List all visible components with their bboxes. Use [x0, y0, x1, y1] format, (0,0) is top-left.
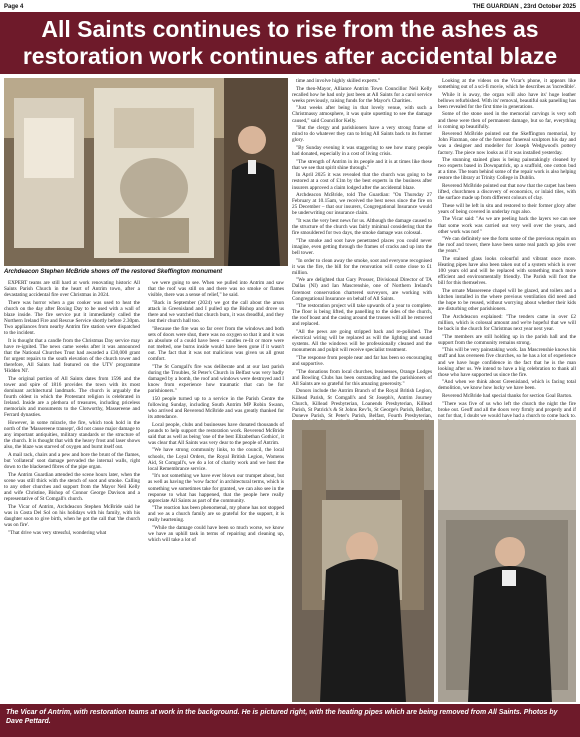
publication-line: THE GUARDIAN , 23rd October 2025	[472, 4, 576, 10]
page-number: Page 4	[4, 4, 24, 10]
paragraph: "There was five of us who left the church the night the fire broke out. Geoff and all the doors very firmly and properly and if not for that, I doubt we would have had a church to come back to.	[438, 400, 576, 419]
paragraph: There was horror when a gas cooker was used to heat the church on the day after Boxing Day to be used with a wall of blaze inside. The fire service put it immediately called the Northern Ireland Fire and Rescue Service shortly before 2.30pm. Two appliances from nearby Antrim fire station were dispatched to the incident.	[4, 299, 140, 337]
paragraph: "That drive was very stressful, wondering what	[8, 529, 107, 536]
paragraph: "Back in September (2024) we got the call about the arson attack in Greenisland and I pulled up the Bishop and drove us there and we watched that church burn, it was dreadful, and they lost their church hall too.	[148, 299, 284, 325]
paragraph: "Because the fire was so far over from the windows and both sets of doors were shut, there was no oxygen so that it and it was an absolute of a could have been – candles re-lit or more were not melted, one burns inside would have been gone if it wasn't out. The fact that it was not malicious was given us all great comfort.	[148, 325, 284, 363]
paragraph: "And when we think about Greenisland, which is facing total demolition, we know how lucky we have been.	[438, 379, 576, 392]
paragraph: The stained glass looks colourful and vibrant once more. Heating pipes have also been taken out of a system which is over 100 years old and will be replaced with something much more efficient and environmentally friendly. The Parish will foot the bill for this themselves.	[438, 256, 576, 287]
paragraph: "The response from people near and far has been so encouraging and supportive.	[292, 354, 432, 368]
article-column-2	[148, 280, 284, 700]
paragraph: The Vicar of Antrim, Archdeacon Stephen McBride said he was in Costa Del Sol on his holidays with his family, with his daughter soon to give birth, when he got the call that 'the church was on fire'.	[4, 503, 140, 529]
paragraph: "We can definitely see the form some of the previous repairs on the roof and tower, there have been some real patch up jobs over the years."	[438, 236, 576, 255]
paragraph: "By Sunday evening it was staggering to see how many people had donated, especially in a cost of living crisis.	[292, 144, 432, 158]
article-column-3	[292, 78, 432, 419]
paragraph: "But the clergy and parishioners have a very strong frame of mind to do whatever they can to bring All Saints back to its former glory.	[292, 125, 432, 144]
headline: All Saints continues to rise from the ashes as restoration work continues after accidental blaze	[0, 12, 580, 74]
paragraph: The original portion of All Saints dates from 1596 and the tower and spire of 1816 provides the town with its most dominant architectural landmark. The church is arguably the fourth oldest in which the Protestant religion is celebrated in Ireland. Inside are a plethora of treasures, including priceless memorials and monuments to the Clotworthy, Massereene and Ferrard dynasties.	[4, 375, 140, 419]
paragraph: The Antrim Guardian attended the scene hours later, when the scene was still thick with the stench of soot and smoke. Calling to any other churches and support from the Mayor Neil Kelly and wife Christine, Bishop of Connor George Davison and a representative of St Comgall's church.	[4, 471, 140, 503]
paragraph: Reverend McBride pointed out that now that the carpet has been lifted, churchmen a discovery of economics, or inlaid tiles, with the surface made up from different colours of clay.	[438, 183, 576, 202]
paragraph: A mail rack, chairs and a pew and bore the brunt of the flames, but 'collateral' soot damage pervaded the internal walls, right down to the blackened fibres of the pipe organ.	[4, 452, 140, 471]
paragraph: "The members are still holding up in the parish hall and the support from the community remains strong.	[438, 333, 576, 346]
page-header	[0, 0, 580, 12]
paragraph: These will be left in situ and restored to their former glory after years of being covered in underlay rugs also.	[438, 202, 576, 215]
paragraph: time and involve highly skilled experts."	[296, 78, 381, 84]
paragraph: However, in some miracle, the fire, which took hold in the north of the 'Massereene transept', did not cause major damage to any important antiquities, military standards or the structure of the church. It is thought that with the heavy frost and laser shows also, the blaze was starved of oxygen and burnt itself out.	[4, 420, 140, 451]
paragraph: Local people, clubs and businesses have donated thousands of pounds to help support the restoration work. Reverend McBride said that as well as being 'one of the best Elizabethan Gothics', it was clear that All Saints was very dear to the people of Antrim.	[148, 421, 284, 446]
top-photo-image	[4, 78, 288, 266]
paragraph: "We have strong community links, to the council, the local schools, the Loyal Orders, the Royal British Legion, Womens Aid, St Comgall's, we do a lot of charity work and we host the local Remembrance service.	[148, 447, 284, 472]
paragraph: The Vicar said: "As we are peeling back the layers we can see that some work was carried out very well over the years, and other work was not!"	[438, 216, 576, 235]
paragraph: "It was the very best news for us. Although the damage caused to the structure of the church was fairly minimal considering that the fire smouldered for two days, the smoke damage was colossal.	[292, 217, 432, 237]
paragraph: The ornate Massereene chapel will be glazed, and toilets and a kitchen installed in the where previous ventilation did need and the hope to be reused, without worrying about whether their kids are disturbing other parishioners.	[438, 288, 576, 313]
paragraph: "It's not something we have ever blown our trumpet about, but as well as having the 'wow factor' in architectural terms, which is something we sometimes take for granted, we can also see in the response to what has happened, that the people here really appreciate All Saints as part of the community.	[148, 473, 284, 504]
paragraph: Some of the stone used in the memorial carvings is very soft and these were then of permanent damage, but so far, everything is coming up beautifully.	[438, 111, 576, 130]
paragraph: Donors include the Antrim Branch of the Royal British Legion, Killead Parish, St Comgall's and St Joseph's, Antrim Journey Church, Killead Presbyterian, Loanends Presbyterian, Killead Parish, St Patrick's & St Johns Rev'ls, St George's Parish, Belfast, Doneve Parish, St Peter's Parish, Belfast, Fourth Presbyterian,	[292, 388, 432, 419]
paragraph: The stunning stained glass is being painstakingly cleaned by two experts based in Downpatrick, up a scaffold, one cotton bud at a time. The team behind some of the repair work is also helping restore the library at Trinity College in Dublin.	[438, 157, 576, 182]
paragraph: "Just weeks after being in that lovely venue, with such a Christmassy atmosphere, it was quite upsetting to see the damage caused," said Councillor Kelly.	[292, 105, 432, 124]
article-column-4	[438, 78, 576, 419]
paragraph: Archdeacon McBride, told The Guardian: "On Thursday 27 February at 10.15am, we received the best news since the fire on 25 December – that our insurers, Congregational Insurance would be underwriting our insurance claim.	[292, 192, 432, 217]
paragraph: "The St Comgall's fire was deliberate and at our last parish during the Troubles, St Peter's Church in Belfast was very badly damaged by a bomb, the roof and windows were destroyed and I know from experience how traumatic that can be for parishioners."	[148, 363, 284, 395]
paragraph: It is thought that a candle from the Christmas Day service may have re-ignited. The news came weeks after it was announced that the National Churches Trust had awarded a £30,000 grant for urgent repairs to the south elevation of the church tower and therefore, All Saints had featured on the UTV programme 'Hidden NI'.	[4, 337, 140, 375]
paragraph: While it is away, the organ will also have its' huge leather bellows refurbished. With its' removal, beautiful oak panelling has been revealed for the first time in generations.	[438, 91, 576, 110]
paragraph: "All the pews are going stripped back and re-polished. The electrical wiring will be replaced as will the lighting and sound systems. All the windows will be professionally cleaned and the monuments and pulpit will receive specialist treatment.	[292, 329, 432, 354]
bottom-left-photo-image	[292, 420, 434, 702]
paragraph: "In order to clean away the smoke, soot and everyone recognised it was the fire, the bill for the renovation will come close to £1 million.	[292, 257, 432, 276]
bottom-left-photo	[292, 420, 434, 702]
paragraph: "The smoke and soot have penetrated places you could never imagine, even getting through the frames of cracks and up into the bell tower.	[292, 237, 432, 256]
paragraph: In April 2025 it was revealed that the church was going to be restored at a cost of £1m by the best experts in the business after insurers approved a claim lodged after the accidental blaze.	[292, 172, 432, 191]
article-column-1	[4, 280, 140, 700]
paragraph: "The donations from local churches, businesses, Orange Lodges and Bowling Clubs has been outstanding and the parishioners of All Saints are so grateful for this amazing generosity."	[292, 368, 432, 387]
paragraph: "The reaction has been phenomenal, my phone has not stopped and we as a church family are so grateful for the support, it is really heartening.	[148, 505, 284, 524]
paragraph: The then-Mayor, Alliance Antrim Town Councillor Neil Kelly recalled how he had only just been at All Saints for a carol service weeks previously, raising funds for the Mayor's Charities.	[292, 85, 432, 104]
paragraph: "The strength of Antrim in its people and it is at times like these that we see that spirit shine through."	[292, 158, 432, 171]
paragraph: "The restoration project will take upwards of a year to complete. The floor is being lifted, the panelling to the sides of the church, the roof boast and the casing around the trusses will all be removed and replaced.	[292, 303, 432, 328]
paragraph: Reverend McBride pointed out the Skeffington memorial, by John Flaxman, one of the foremost funereal sculptors his day and was a designer and modeller for Joseph Wedgwood's pottery factory. The piece now looks as if it was installed yesterday.	[438, 131, 576, 156]
paragraph: "While the damage could have been so much worse, we know we have an uphill task in terms of repairing and cleaning up, which will take a lot of	[148, 525, 284, 544]
paragraph: The Archdeacon explained: "The tenders came in over £2 million, which is colossal amount and we're hopeful that we will be back in the church for Christmas next year next year.	[438, 313, 576, 333]
bottom-right-photo	[438, 420, 576, 702]
bottom-photo-caption: The Vicar of Antrim, with restoration teams at work in the background. He is pictured right, with the heating pipes which are being removed from All Saints. Photos by Dave Pettard.	[6, 709, 558, 725]
paragraph: "We are delighted that Gary Prosser, Divisional Director of TA Dallas (NI) and Ian Mascrenshie, one of Northern Ireland's foremost conservation chartered surveyors, are working with Congregational Insurance on behalf of All Saints.	[292, 277, 432, 302]
bottom-photo-caption-bar	[0, 704, 580, 737]
paragraph: 150 people turned up to a service in the Parish Centre the following Sunday, including South Antrim MP Robin Swann, who arrived and Reverend McBride and was greatly thanked for its attendance.	[148, 395, 284, 420]
paragraph: EXPERT teams are still hard at work renovating historic All Saints Parish Church in the heart of Antrim town, after a devastating accidental fire over Christmas in 2024.	[4, 280, 140, 299]
top-photo	[4, 78, 288, 266]
paragraph: Looking at the videos on the Vicar's phone, it appears like something out of a sci-fi movie, which he describes as 'incredible'.	[438, 78, 576, 91]
paragraph: "This will be very painstaking work. Ian Mascrenshie knows his stuff and has overseen five churches, so he has a lot of experience and we have huge confidence in the fact that he is the man looking after us. We intend to have a big celebration to thank all those who have supported us since the fire.	[438, 347, 576, 378]
paragraph: we were going to see. When we pulled into Antrim and saw that the roof was still on and there was no smoke or flames visible, there was a sense of relief," he said.	[148, 280, 284, 299]
paragraph: Reverend McBride had special thanks for section Goal Barton.	[442, 393, 573, 399]
bottom-right-photo-image	[438, 420, 576, 702]
top-photo-caption: Archdeacon Stephen McBride shows off the restored Skeffington monument	[4, 269, 223, 275]
